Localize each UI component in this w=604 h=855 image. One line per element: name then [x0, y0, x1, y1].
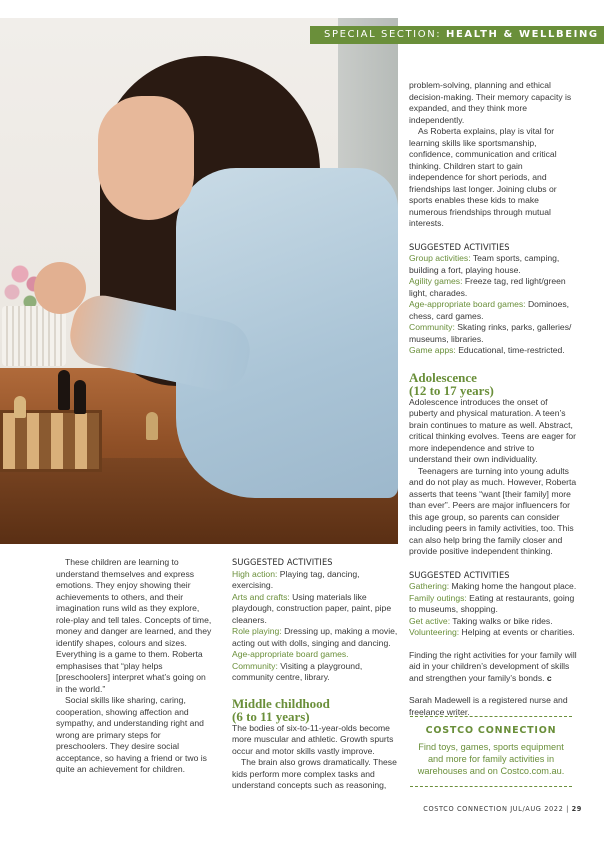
activity-label: Gathering: — [409, 581, 450, 591]
paragraph: problem-solving, planning and ethical decision-making. Their memory capacity is expanded, and they think more independently. — [409, 80, 572, 125]
activity-item — [409, 616, 577, 628]
page-number: 29 — [571, 805, 582, 813]
activity-item — [409, 581, 577, 593]
column-2 — [232, 557, 398, 792]
subhead-title: Middle childhood — [232, 695, 330, 711]
end-mark-icon: c — [546, 672, 552, 683]
activity-item — [232, 569, 398, 592]
activity-text: Playing tag, dancing, exercising. — [232, 568, 360, 590]
photo-chess-piece — [74, 380, 86, 414]
section-banner — [310, 26, 604, 44]
activity-text: Team sports, camping, building a fort, playing house. — [409, 253, 560, 275]
activity-text: Dressing up, making a movie, acting out with dolls, singing and dancing. — [232, 626, 398, 648]
activity-label: Arts and crafts: — [232, 591, 290, 602]
photo-chess-piece — [58, 370, 70, 410]
divider-bottom — [410, 786, 572, 787]
paragraph: Social skills like sharing, caring, cooperation, showing affection and sympathy, and understanding right and wrong are primary steps for preschoolers. They desire social acceptance, so having a friend or two is quite an achievement for children. — [56, 695, 207, 774]
activity-item — [232, 592, 398, 627]
activity-text: Dominoes, chess, card games. — [409, 299, 570, 321]
activity-text: Taking walks or bike rides. — [450, 615, 553, 626]
activity-label: Get active: — [409, 615, 451, 626]
photo-basket — [2, 306, 66, 366]
activity-item — [232, 626, 398, 649]
subhead-title: Adolescence — [409, 369, 477, 385]
photo-chess-piece — [146, 412, 158, 440]
activity-item — [409, 593, 577, 616]
activity-label: Age-appropriate board games: — [409, 299, 526, 309]
activity-text: Making home the hangout place. — [449, 581, 577, 591]
paragraph: Adolescence introduces the onset of puberty and physical maturation. A teen’s brain continues to mature as well. Abstract, critical thinking evolves. Teens are eager for more independence and strive to understand their own individuality. — [409, 396, 577, 464]
paragraph: Teenagers are turning into young adults and do not play as much. However, Roberta asserts that teens “want [their family] more than ever”. Peers are major influencers for this age group, so parents can consider including peers in family activities, too. This can also help bring the family closer and provide positive independent thinking. — [409, 465, 577, 556]
paragraph: The bodies of six-to-11-year-olds become more muscular and athletic. Growth spurts occur and motor skills vastly improve. — [232, 722, 394, 756]
connection-body: Find toys, games, sports equipment and more for family activities in warehouses and on Costco.com.au. — [417, 742, 565, 776]
hero-photo — [0, 18, 398, 544]
activity-item — [409, 345, 577, 357]
activity-text: Visiting a playground, community centre, library. — [232, 660, 363, 682]
activity-text: Helping at events or charities. — [459, 627, 575, 637]
banner-topic: HEALTH & WELLBEING — [446, 29, 599, 40]
subhead-age: (12 to 17 years) — [409, 382, 494, 398]
paragraph: These children are learning to understand themselves and express emotions. They enjoy showing their achievements to others, and their imagination runs wild as they explore, role-play and tell tales. Concepts of time, money and danger are learned, and they identify shapes, colours and sizes. Everything is a game to them. Roberta emphasises that “play helps [preschoolers] interpret what’s going on in the world.” — [56, 557, 212, 694]
activity-label: Role playing: — [232, 626, 282, 636]
connection-title: COSTCO CONNECTION — [425, 725, 557, 736]
suggested-activities-heading: SUGGESTED ACTIVITIES — [409, 241, 510, 253]
activity-text: Skating rinks, parks, galleries/ museums, libraries. — [409, 322, 572, 344]
activity-label: Agility games: — [409, 276, 463, 286]
activity-text: Using materials like playdough, construction paper, paint, pipe cleaners. — [232, 591, 392, 625]
activity-item — [409, 253, 577, 276]
activity-item — [409, 299, 577, 322]
activity-label: Group activities: — [409, 253, 471, 263]
paragraph — [409, 650, 577, 685]
subhead-age: (6 to 11 years) — [232, 708, 310, 724]
activity-text: Eating at restaurants, going to museums, shopping. — [409, 592, 575, 614]
author-bio: Sarah Madewell is a registered nurse and freelance writer. — [409, 695, 568, 717]
activity-label: Volunteering: — [409, 627, 460, 637]
activity-label: High action: — [232, 568, 278, 579]
footer-separator: | — [563, 805, 572, 813]
paragraph: The brain also grows dramatically. These kids perform more complex tasks and understand concepts such as reasoning, — [232, 757, 397, 790]
activity-text: Educational, time-restricted. — [455, 345, 565, 355]
photo-chessboard — [0, 410, 102, 472]
closing-text: Finding the right activities for your family will aid in your children’s development of skills and strengthen your family’s bonds. — [409, 649, 577, 683]
activity-item — [409, 627, 577, 639]
suggested-activities-heading: SUGGESTED ACTIVITIES — [409, 569, 510, 581]
activity-text: Freeze tag, red light/green light, charades. — [409, 276, 566, 298]
activity-label: Community: — [232, 660, 278, 671]
activity-item — [232, 661, 398, 684]
divider-top — [410, 716, 572, 717]
activity-item — [232, 649, 398, 661]
activity-label: Community: — [409, 322, 455, 332]
activity-item — [409, 276, 577, 299]
photo-chess-piece — [14, 396, 26, 418]
photo-hand — [34, 262, 86, 314]
footer-magazine: COSTCO CONNECTION JUL/AUG 2022 — [423, 805, 564, 813]
activity-item — [409, 322, 577, 345]
activity-label: Age-appropriate board games. — [232, 649, 349, 659]
photo-face — [98, 96, 194, 220]
banner-prefix: SPECIAL SECTION: — [324, 29, 447, 40]
column-1 — [56, 557, 212, 776]
activity-label: Game apps: — [409, 345, 456, 355]
column-3 — [409, 80, 577, 718]
page-footer — [412, 805, 582, 813]
activity-label: Family outings: — [409, 592, 467, 603]
suggested-activities-heading: SUGGESTED ACTIVITIES — [232, 557, 333, 568]
paragraph: As Roberta explains, play is vital for learning skills like sportsmanship, confidence, communication and critical thinking. Children start to gain independence for short periods, and friendships last longer. Joining clubs or sports enables these kids to make numerous friendships through mutual interests. — [409, 126, 557, 228]
